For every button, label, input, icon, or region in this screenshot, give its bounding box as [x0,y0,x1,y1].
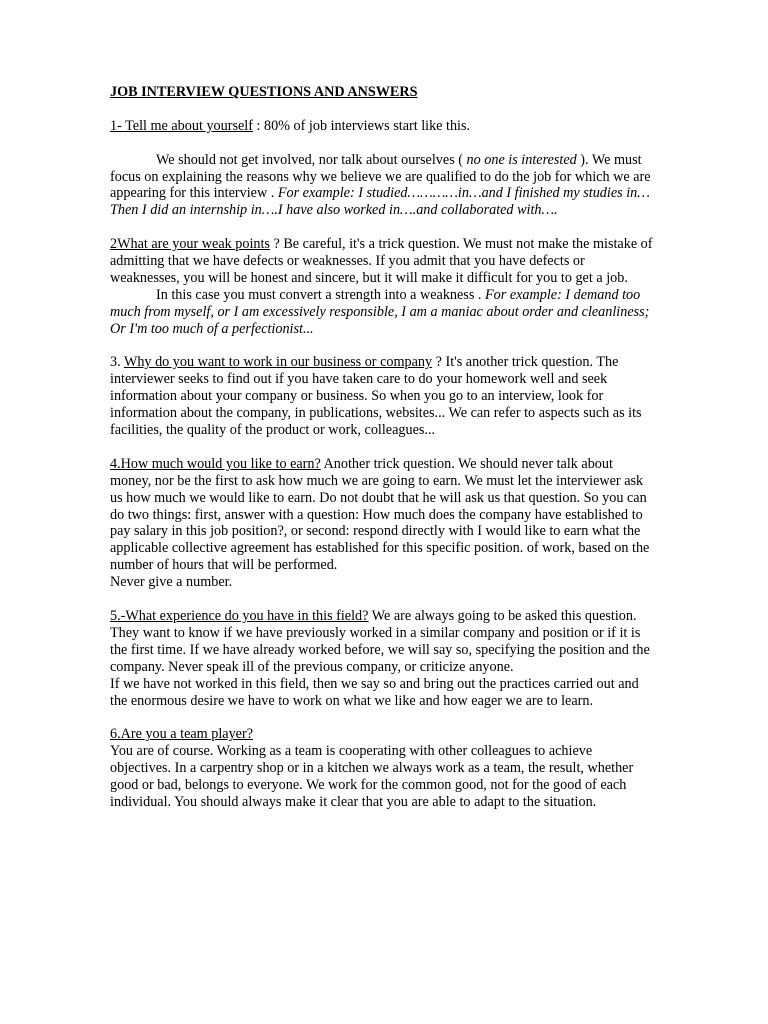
question-5: 5.-What experience do you have in this field? We are always going to be asked this question. They want to know if we have previously worked in a similar company and position or if it is the first time. If we have already worked before, we will say so, specifying the position and the company. Never speak ill of the previous company, or criticize anyone. [110,608,650,675]
question-1: 1- Tell me about yourself : 80% of job interviews start like this. [110,117,471,134]
question-6 [110,726,656,743]
question-2: 2What are your weak points ? Be careful, it's a trick question. We must not make the mistake of admitting that we have defects or weaknesses. If you admit that you have defects or weaknesses, you will be honest and sincere, but it will make it difficult for you to get a job. [110,236,653,286]
answer-5-paragraph: If we have not worked in this field, then we say so and bring out the practices carried out and the enormous desire we have to work on what we like and how eager we are to learn. [110,675,639,709]
answer-2-example: For example: I demand too much from myself, or I am excessively responsible, I am a maniac about order and cleanliness; Or I'm too much of a perfectionist... [110,286,650,337]
question-3: 3. Why do you want to work in our business or company ? It's another trick question. The interviewer seeks to find out if you have taken care to do your homework well and seek information about your company or business. So when you go to an interview, look for information about the company, in publications, websites... We can refer to aspects such as its facilities, the quality of the product or work, colleagues... [110,354,642,439]
question-1-heading: 1- Tell me about yourself [110,117,253,134]
question-4: 4.How much would you like to earn? Another trick question. We should never talk about money, nor be the first to ask how much we are going to earn. We must let the interviewer ask us how much we would like to earn. Do not doubt that he will ask us that question. So you can do two things: first, answer with a question: How much does the company have established to pay salary in this job position?, or second: respond directly with I would like to earn what the applicable collective agreement has established for this specific position. of work, based on the number of hours that will be performed. [110,455,650,574]
document-title: JOB INTERVIEW QUESTIONS AND ANSWERS [110,84,418,100]
answer-6-paragraph: You are of course. Working as a team is cooperating with other colleagues to achieve objectives. In a carpentry shop or in a kitchen we always work as a team, the result, whether good or bad, belongs to everyone. We work for the common good, not for the good of each individual. You should always make it clear that you are able to adapt to the situation. [110,743,634,810]
answer-4-note: Never give a number. [110,574,233,591]
answer-2-paragraph: In this case you must convert a strength into a weakness . For example: I demand too much from myself, or I am excessively responsible, I am a maniac about order and cleanliness; Or I'm too much of a perfectionist... [110,286,650,337]
question-4-heading: 4.How much would you like to earn? [110,455,321,472]
document-body [110,84,656,811]
answer-1-example: For example: I studied…………in…and I finished my studies in…Then I did an internship in….I have also worked in….and collaborated with…. [110,185,650,219]
question-6-heading: 6.Are you a team player? [110,726,253,743]
question-2-heading: 2What are your weak points [110,236,270,253]
question-5-heading: 5.-What experience do you have in this field? [110,608,369,624]
answer-1-paragraph: We should not get involved, nor talk about ourselves ( no one is interested ). We must focus on explaining the reasons why we believe we are qualified to do the job for which we are appearing for this interview . For example: I studied…………in…and I finished my studies in…Then I did an internship in….I have also worked in….and collaborated with…. [110,151,651,219]
question-3-heading: Why do you want to work in our business or company [123,354,433,371]
